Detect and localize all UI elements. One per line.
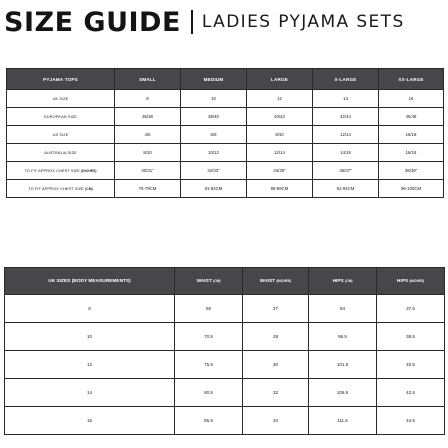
column-header-label: WAIST — [259, 278, 276, 284]
column-header — [175, 268, 243, 295]
row-label-text: UK SIZE — [52, 96, 69, 101]
table-cell: 38/39" — [379, 162, 444, 180]
waist-cm-cell: 68 — [175, 295, 243, 323]
column-header-label: UK SIZES (BODY MEASUREMENTS) — [48, 278, 131, 284]
table-cell: 91-94CM — [313, 180, 379, 198]
hips-cm-cell: 94 — [309, 295, 377, 323]
waist-inches-cell: 30 — [243, 351, 309, 379]
table-cell: 6/8 — [181, 126, 247, 144]
column-header-unit: (INCHES) — [409, 278, 425, 283]
table-cell: 14/16 — [313, 144, 379, 162]
page-subtitle: LADIES PYJAMA SETS — [201, 12, 405, 32]
column-header: MEDIUM — [181, 69, 247, 90]
table-row — [7, 108, 444, 126]
waist-inches-cell: 34 — [243, 407, 309, 435]
table-cell: 32/33" — [181, 162, 247, 180]
waist-cm-cell: 75.5 — [175, 351, 243, 379]
table-cell: 36/38 — [115, 108, 181, 126]
waist-inches-cell: 32 — [243, 379, 309, 407]
table-cell: 76-79CM — [115, 180, 181, 198]
table-row — [5, 351, 445, 379]
row-label — [7, 108, 115, 126]
title-divider — [191, 10, 193, 34]
table-cell: 30/31" — [115, 162, 181, 180]
column-header — [377, 268, 445, 295]
row-label — [7, 162, 115, 180]
uk-size-cell: 14 — [5, 379, 175, 407]
row-label-unit: (INCHES) — [81, 169, 97, 173]
table-header-row — [5, 268, 445, 295]
waist-inches-cell: 28 — [243, 323, 309, 351]
page-header — [4, 4, 444, 40]
column-header-label: HIPS — [396, 278, 409, 284]
table-row — [5, 407, 445, 435]
table-cell: 8/10 — [115, 144, 181, 162]
waist-cm-cell: 70.5 — [175, 323, 243, 351]
row-label — [7, 126, 115, 144]
column-header-label: WAIST — [196, 278, 212, 284]
row-label-unit: (CM) — [85, 187, 93, 191]
hips-cm-cell: 96.5 — [309, 323, 377, 351]
waist-inches-cell: 27 — [243, 295, 309, 323]
row-label-text: TO FIT APPROX CHEST SIZE — [24, 168, 80, 173]
table-cell: 10 — [181, 90, 247, 108]
uk-size-cell: 16 — [5, 407, 175, 435]
column-header: X-LARGE — [313, 69, 379, 90]
hips-cm-cell: 101.5 — [309, 351, 377, 379]
uk-size-cell: 10 — [5, 323, 175, 351]
column-header-unit: (CM) — [213, 278, 221, 283]
row-label-text: US SIZE — [52, 132, 69, 137]
table-cell: 14 — [313, 90, 379, 108]
waist-cm-cell: 80.5 — [175, 379, 243, 407]
row-label — [7, 90, 115, 108]
table-cell: 12/14 — [247, 144, 313, 162]
table-cell: 86-89CM — [247, 180, 313, 198]
table-header-row — [7, 69, 444, 90]
uk-size-cell: 12 — [5, 351, 175, 379]
row-label-text: EUROPEAN SIZE — [44, 114, 77, 119]
table-cell: 40/42 — [247, 108, 313, 126]
row-label — [7, 180, 115, 198]
table-cell: 12 — [247, 90, 313, 108]
table-row — [5, 379, 445, 407]
hips-cm-cell: 111.5 — [309, 407, 377, 435]
column-header: PYJAMA TOPS — [7, 69, 115, 90]
column-header: XX-LARGE — [379, 69, 444, 90]
table-cell: 8 — [115, 90, 181, 108]
table-cell: 16 — [379, 90, 444, 108]
table-row — [7, 180, 444, 198]
table-cell: 38/40 — [181, 108, 247, 126]
column-header — [5, 268, 175, 295]
uk-size-cell: 8 — [5, 295, 175, 323]
hips-inches-cell: 44.5 — [377, 407, 445, 435]
column-header-label: HIPS — [332, 278, 344, 284]
hips-cm-cell: 106.5 — [309, 379, 377, 407]
table-cell: 16/18 — [379, 126, 444, 144]
table-cell: 12/14 — [313, 126, 379, 144]
hips-inches-cell: 40.5 — [377, 351, 445, 379]
table-cell: 10/12 — [181, 144, 247, 162]
table-cell: 46/48 — [379, 108, 444, 126]
row-label-text: AUSTRALIA SIZE — [44, 150, 77, 155]
hips-inches-cell: 37.5 — [377, 295, 445, 323]
column-header-unit: (INCHES) — [276, 278, 292, 283]
waist-cm-cell: 85.5 — [175, 407, 243, 435]
body-measurements-table — [4, 267, 445, 435]
row-label-text: TO FIT APPROX CHEST SIZE — [28, 186, 84, 191]
page-title: SIZE GUIDE — [4, 6, 181, 38]
table-row — [5, 295, 445, 323]
hips-inches-cell: 42.5 — [377, 379, 445, 407]
table-cell: 34/35" — [247, 162, 313, 180]
hips-inches-cell: 38.5 — [377, 323, 445, 351]
table-cell: 36/37" — [313, 162, 379, 180]
table-row — [7, 162, 444, 180]
column-header — [243, 268, 309, 295]
column-header: SMALL — [115, 69, 181, 90]
column-header: LARGE — [247, 69, 313, 90]
table-row — [7, 144, 444, 162]
table-row — [7, 90, 444, 108]
table-cell: 96-100CM — [379, 180, 444, 198]
pyjama-tops-table — [6, 68, 444, 198]
table-cell: 42/44 — [313, 108, 379, 126]
table-cell: 16/18 — [379, 144, 444, 162]
table-cell: 81-84CM — [181, 180, 247, 198]
column-header — [309, 268, 377, 295]
table-row — [7, 126, 444, 144]
column-header-unit: (CM) — [345, 278, 353, 283]
table-row — [5, 323, 445, 351]
table-cell: 8/10 — [247, 126, 313, 144]
table-cell: 4/6 — [115, 126, 181, 144]
row-label — [7, 144, 115, 162]
